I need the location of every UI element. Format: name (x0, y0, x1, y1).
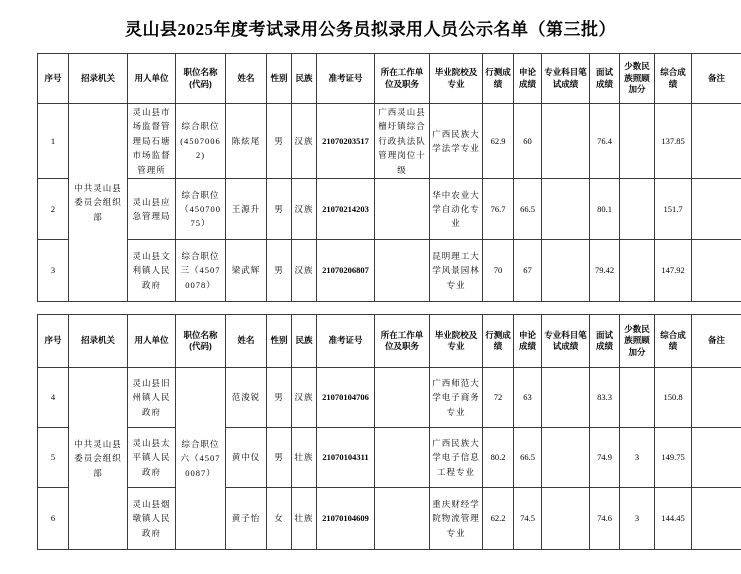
header-work_unit: 所在工作单位及职务 (375, 315, 430, 368)
cell-score_sub (542, 240, 590, 302)
table-row (38, 179, 741, 240)
header-score_xc: 行测成绩 (483, 315, 514, 368)
cell-total: 150.8 (655, 368, 692, 428)
cell-name: 黄子怡 (226, 488, 267, 550)
table-row (38, 368, 741, 428)
cell-school: 广西民族大学法学专业 (430, 104, 483, 179)
header-total: 综合成绩 (655, 315, 692, 368)
cell-ticket: 21070206807 (317, 240, 375, 302)
cell-ticket: 21070104311 (317, 428, 375, 488)
header-remark: 备注 (692, 54, 741, 104)
cell-score_sl: 74.5 (514, 488, 542, 550)
header-score_sub: 专业科目笔试成绩 (542, 54, 590, 104)
cell-score_sl: 60 (514, 104, 542, 179)
cell-ethnicity: 汉族 (292, 179, 317, 240)
cell-gender: 男 (267, 240, 292, 302)
cell-score_iv: 76.4 (590, 104, 620, 179)
cell-seq: 4 (38, 368, 69, 428)
cell-score_sub (542, 488, 590, 550)
header-remark: 备注 (692, 315, 741, 368)
header-score_sl: 申论成绩 (514, 315, 542, 368)
cell-position: 综合职位(45070062) (176, 104, 226, 179)
cell-work_unit: 广西灵山县檀圩镇综合行政执法队管理岗位十级 (375, 104, 430, 179)
cell-gender: 女 (267, 488, 292, 550)
cell-school: 广西师范大学电子商务专业 (430, 368, 483, 428)
header-score_sub: 专业科目笔试成绩 (542, 315, 590, 368)
cell-bonus (620, 104, 655, 179)
header-name: 姓名 (226, 54, 267, 104)
header-position: 职位名称(代码) (176, 315, 226, 368)
header-seq: 序号 (38, 315, 69, 368)
header-score_iv: 面试成绩 (590, 54, 620, 104)
header-seq: 序号 (38, 54, 69, 104)
recruitment-table-batch1 (37, 53, 741, 302)
cell-employer: 灵山县市场监督管理局石塘市场监督管理所 (128, 104, 176, 179)
cell-score_sl: 66.5 (514, 179, 542, 240)
cell-remark (692, 104, 741, 179)
header-employer: 用人单位 (128, 54, 176, 104)
cell-work_unit (375, 368, 430, 428)
table-body (38, 104, 741, 302)
cell-work_unit (375, 179, 430, 240)
cell-score_iv: 79.42 (590, 240, 620, 302)
cell-remark (692, 488, 741, 550)
header-agency: 招录机关 (69, 54, 128, 104)
cell-name: 陈炫尾 (226, 104, 267, 179)
cell-position: 综合职位（45070075） (176, 179, 226, 240)
cell-position: 综合职位三（45070078） (176, 240, 226, 302)
cell-remark (692, 368, 741, 428)
cell-school: 华中农业大学自动化专业 (430, 179, 483, 240)
cell-ticket: 21070104609 (317, 488, 375, 550)
cell-name: 王源升 (226, 179, 267, 240)
cell-seq: 5 (38, 428, 69, 488)
header-ticket: 准考证号 (317, 315, 375, 368)
table-row (38, 240, 741, 302)
cell-employer: 灵山县太平镇人民政府 (128, 428, 176, 488)
cell-score_iv: 74.9 (590, 428, 620, 488)
cell-score_xc: 62.9 (483, 104, 514, 179)
cell-ticket: 21070214203 (317, 179, 375, 240)
cell-ticket: 21070104706 (317, 368, 375, 428)
cell-seq: 2 (38, 179, 69, 240)
header-score_sl: 申论成绩 (514, 54, 542, 104)
cell-bonus: 3 (620, 488, 655, 550)
cell-total: 149.75 (655, 428, 692, 488)
cell-score_iv: 74.6 (590, 488, 620, 550)
cell-employer: 灵山县文利镇人民政府 (128, 240, 176, 302)
cell-gender: 男 (267, 428, 292, 488)
cell-gender: 男 (267, 104, 292, 179)
recruitment-table-batch2 (37, 314, 741, 550)
header-gender: 性别 (267, 315, 292, 368)
cell-remark (692, 240, 741, 302)
cell-score_sl: 66.5 (514, 428, 542, 488)
table-header-row (38, 315, 741, 368)
cell-work_unit (375, 240, 430, 302)
cell-total: 137.85 (655, 104, 692, 179)
table-row (38, 488, 741, 550)
cell-work_unit (375, 488, 430, 550)
cell-ticket: 21070203517 (317, 104, 375, 179)
cell-employer: 灵山县旧州镇人民政府 (128, 368, 176, 428)
cell-position: 综合职位六（45070087） (176, 368, 226, 550)
cell-name: 范浚锐 (226, 368, 267, 428)
header-position: 职位名称(代码) (176, 54, 226, 104)
cell-school: 重庆财经学院物流管理专业 (430, 488, 483, 550)
cell-score_xc: 62.2 (483, 488, 514, 550)
header-name: 姓名 (226, 315, 267, 368)
cell-score_xc: 76.7 (483, 179, 514, 240)
cell-bonus (620, 179, 655, 240)
cell-gender: 男 (267, 179, 292, 240)
table-body (38, 368, 741, 550)
header-ethnicity: 民族 (292, 315, 317, 368)
table-row (38, 104, 741, 179)
cell-score_iv: 83.3 (590, 368, 620, 428)
cell-bonus (620, 368, 655, 428)
cell-score_sl: 63 (514, 368, 542, 428)
cell-score_sub (542, 104, 590, 179)
cell-score_sl: 67 (514, 240, 542, 302)
cell-ethnicity: 汉族 (292, 368, 317, 428)
cell-total: 151.7 (655, 179, 692, 240)
cell-school: 广西民族大学电子信息工程专业 (430, 428, 483, 488)
cell-agency: 中共灵山县委员会组织部 (69, 368, 128, 550)
cell-score_sub (542, 368, 590, 428)
header-employer: 用人单位 (128, 315, 176, 368)
cell-seq: 6 (38, 488, 69, 550)
cell-ethnicity: 汉族 (292, 104, 317, 179)
cell-bonus: 3 (620, 428, 655, 488)
cell-gender: 男 (267, 368, 292, 428)
cell-score_xc: 72 (483, 368, 514, 428)
header-score_xc: 行测成绩 (483, 54, 514, 104)
header-work_unit: 所在工作单位及职务 (375, 54, 430, 104)
header-score_iv: 面试成绩 (590, 315, 620, 368)
cell-bonus (620, 240, 655, 302)
table-row (38, 428, 741, 488)
cell-ethnicity: 壮族 (292, 428, 317, 488)
table-header-row (38, 54, 741, 104)
cell-score_sub (542, 179, 590, 240)
header-ethnicity: 民族 (292, 54, 317, 104)
cell-employer: 灵山县烟墩镇人民政府 (128, 488, 176, 550)
cell-name: 黄中仪 (226, 428, 267, 488)
cell-remark (692, 428, 741, 488)
cell-score_iv: 80.1 (590, 179, 620, 240)
header-bonus: 少数民族照顾加分 (620, 54, 655, 104)
cell-seq: 3 (38, 240, 69, 302)
cell-work_unit (375, 428, 430, 488)
cell-seq: 1 (38, 104, 69, 179)
cell-score_sub (542, 428, 590, 488)
cell-ethnicity: 汉族 (292, 240, 317, 302)
cell-score_xc: 80.2 (483, 428, 514, 488)
cell-school: 昆明理工大学风景园林专业 (430, 240, 483, 302)
cell-total: 144.45 (655, 488, 692, 550)
header-bonus: 少数民族照顾加分 (620, 315, 655, 368)
header-school: 毕业院校及专业 (430, 315, 483, 368)
header-total: 综合成绩 (655, 54, 692, 104)
cell-total: 147.92 (655, 240, 692, 302)
header-ticket: 准考证号 (317, 54, 375, 104)
cell-agency: 中共灵山县委员会组织部 (69, 104, 128, 302)
cell-name: 梁武辉 (226, 240, 267, 302)
cell-ethnicity: 壮族 (292, 488, 317, 550)
page-title: 灵山县2025年度考试录用公务员拟录用人员公示名单（第三批） (125, 20, 616, 39)
header-school: 毕业院校及专业 (430, 54, 483, 104)
header-gender: 性别 (267, 54, 292, 104)
cell-employer: 灵山县应急管理局 (128, 179, 176, 240)
cell-score_xc: 70 (483, 240, 514, 302)
header-agency: 招录机关 (69, 315, 128, 368)
cell-remark (692, 179, 741, 240)
